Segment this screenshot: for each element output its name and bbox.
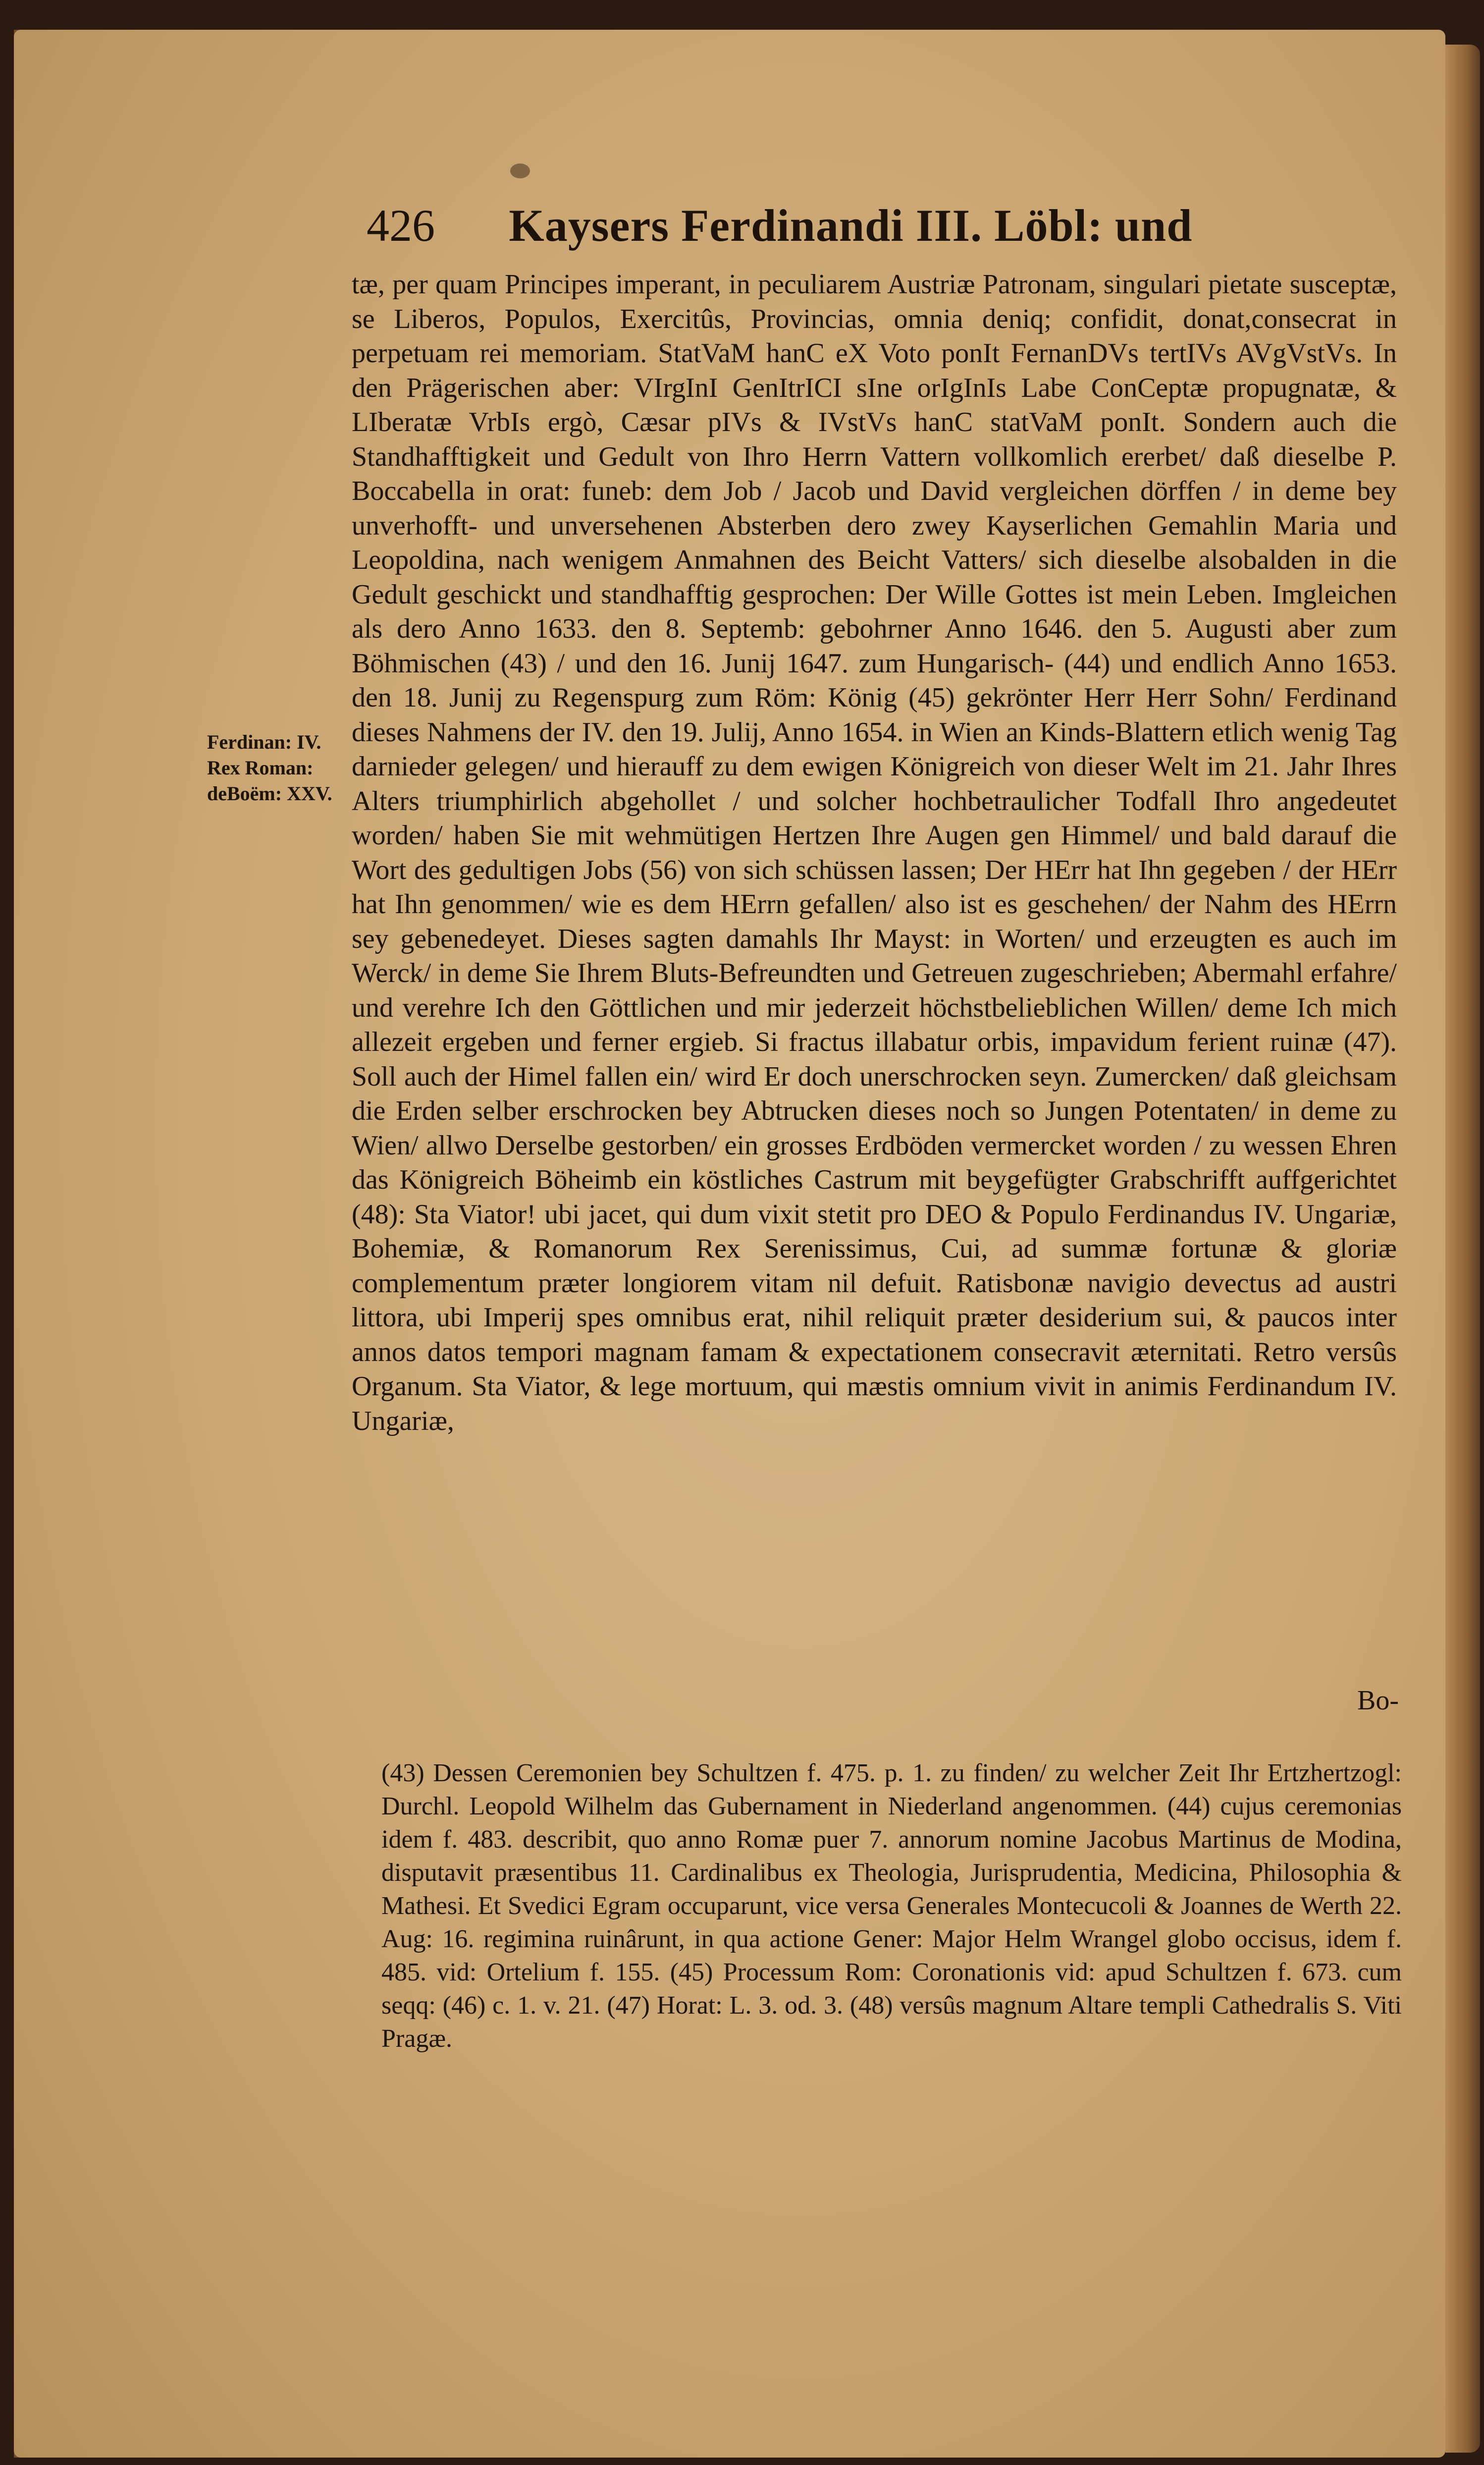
main-text: tæ, per quam Principes imperant, in peculiarem Austriæ Patronam, singulari pietate susceptæ, se Liberos, Populos, Exercitûs, Provincias, omnia deniq; confidit, donat,consecrat in perpetuam rei memoriam. StatVaM hanC eX Voto ponIt FernanDVs tertIVs AVgVstVs. In den Prägerischen aber: VIrgInI GenItrICI sIne orIgInIs Labe ConCeptæ propugnatæ, & LIberatæ VrbIs ergò, Cæsar pIVs & IVstVs hanC statVaM ponIt. Sondern auch die Standhafftigkeit und Gedult von Ihro Herrn Vattern vollkomlich ererbet/ daß dieselbe P. Boccabella in orat: funeb: dem Job / Jacob und David vergleichen dörffen / in deme bey unverhofft- und unversehenen Absterben dero zwey Kayserlichen Gemahlin Maria und Leopoldina, nach wenigem Anmahnen des Beicht Vatters/ sich dieselbe alsobalden in die Gedult geschickt und standhafftig gesprochen: Der Wille Gottes ist mein Leben. Imgleichen als dero Anno 1633. den 8. Septemb: gebohrner Anno 1646. den 5. Augusti aber zum Böhmischen (43) / und den 16. Junij 1647. zum Hungarisch- (44) und endlich Anno 1653. den 18. Junij zu Regenspurg zum Röm: König (45) gekrönter Herr Herr Sohn/ Ferdinand dieses Nahmens der IV. den 19. Julij, Anno 1654. in Wien an Kinds-Blattern etlich wenig Tag darnieder gelegen/ und hierauff zu dem ewigen Königreich von dieser Welt im 21. Jahr Ihres Alters triumphirlich abgehollet / und solcher hochbetraulicher Todfall Ihro angedeutet worden/ haben Sie mit wehmütigen Hertzen Ihre Augen gen Himmel/ und bald darauf die Wort des gedultigen Jobs (56) von sich schüssen lassen; Der HErr hat Ihn gegeben / der HErr hat Ihn genommen/ wie es dem HErrn gefallen/ also ist es geschehen/ der Nahm des HErrn sey gebenedeyet. Dieses sagten damahls Ihr Mayst: in Worten/ und erzeugten es auch im Werck/ in deme Sie Ihrem Bluts-Befreundten und Getreuen zugeschrieben; Abermahl erfahre/ und verehre Ich den Göttlichen und mir jederzeit höchstbelieblichen Willen/ deme Ich mich allezeit ergeben und ferner ergieb. Si fractus illabatur orbis, impavidum ferient ruinæ (47). Soll auch der Himel fallen ein/ wird Er doch unerschrocken seyn. Zumercken/ daß gleichsam die Erden selber erschrocken bey Abtrucken dieses noch so Jungen Potentaten/ in deme zu Wien/ allwo Derselbe gestorben/ ein grosses Erdböden vermercket worden / zu wessen Ehren das Königreich Böheimb ein köstliches Castrum mit beygefügter Grabschrifft auffgerichtet (48): Sta Viator! ubi jacet, qui dum vixit stetit pro DEO & Populo Ferdinandus IV. Ungariæ, Bohemiæ, & Romanorum Rex Serenissimus, Cui, ad summæ fortunæ & gloriæ complementum præter longiorem vitam nil defuit. Ratisbonæ navigio devectus ad austri littora, ubi Imperij spes omnibus erat, nihil reliquit præter desiderium sui, & paucos inter annos datos tempori magnam famam & expectationem consecravit æternitati. Retro versûs Organum. Sta Viator, & lege mortuum, qui mæstis omnium vivit in animis Ferdinandum IV. Ungariæ,	[352, 269, 1397, 1436]
marginal-note-line: Rex Roman:	[207, 757, 314, 779]
marginal-note-line: deBoëm: XXV.	[207, 782, 332, 805]
marginal-note	[207, 729, 351, 807]
footnotes-block	[381, 1756, 1402, 2055]
ink-blot	[510, 164, 530, 178]
page-edges	[1445, 45, 1480, 2453]
main-text-block	[352, 268, 1397, 1438]
page-header	[367, 196, 1357, 255]
catchword: Bo-	[1357, 1685, 1399, 1716]
footnotes-text: (43) Dessen Ceremonien bey Schultzen f. 475. p. 1. zu finden/ zu welcher Zeit Ihr Ertzhertzogl: Durchl. Leopold Wilhelm das Gubernament in Niederland angenommen. (44) cujus ceremonias idem f. 483. describit, quo anno Romæ puer 7. annorum nomine Jacobus Martinus de Modina, disputavit præsentibus 11. Cardinalibus ex Theologia, Jurisprudentia, Medicina, Philosophia & Mathesi. Et Svedici Egram occuparunt, vice versa Generales Montecucoli & Joannes de Werth 22. Aug: 16. regimina ruinârunt, in qua actione Gener: Major Helm Wrangel globo occisus, idem f. 485. vid: Ortelium f. 155. (45) Processum Rom: Coronationis vid: apud Schultzen f. 673. cum seqq: (46) c. 1. v. 21. (47) Horat: L. 3. od. 3. (48) versûs magnum Altare templi Cathedralis S. Viti Pragæ.	[381, 1759, 1402, 2053]
marginal-note-line: Ferdinan: IV.	[207, 731, 321, 753]
running-title: Kaysers Ferdinandi III. Löbl: und	[509, 200, 1193, 251]
page-number: 426	[367, 200, 435, 251]
